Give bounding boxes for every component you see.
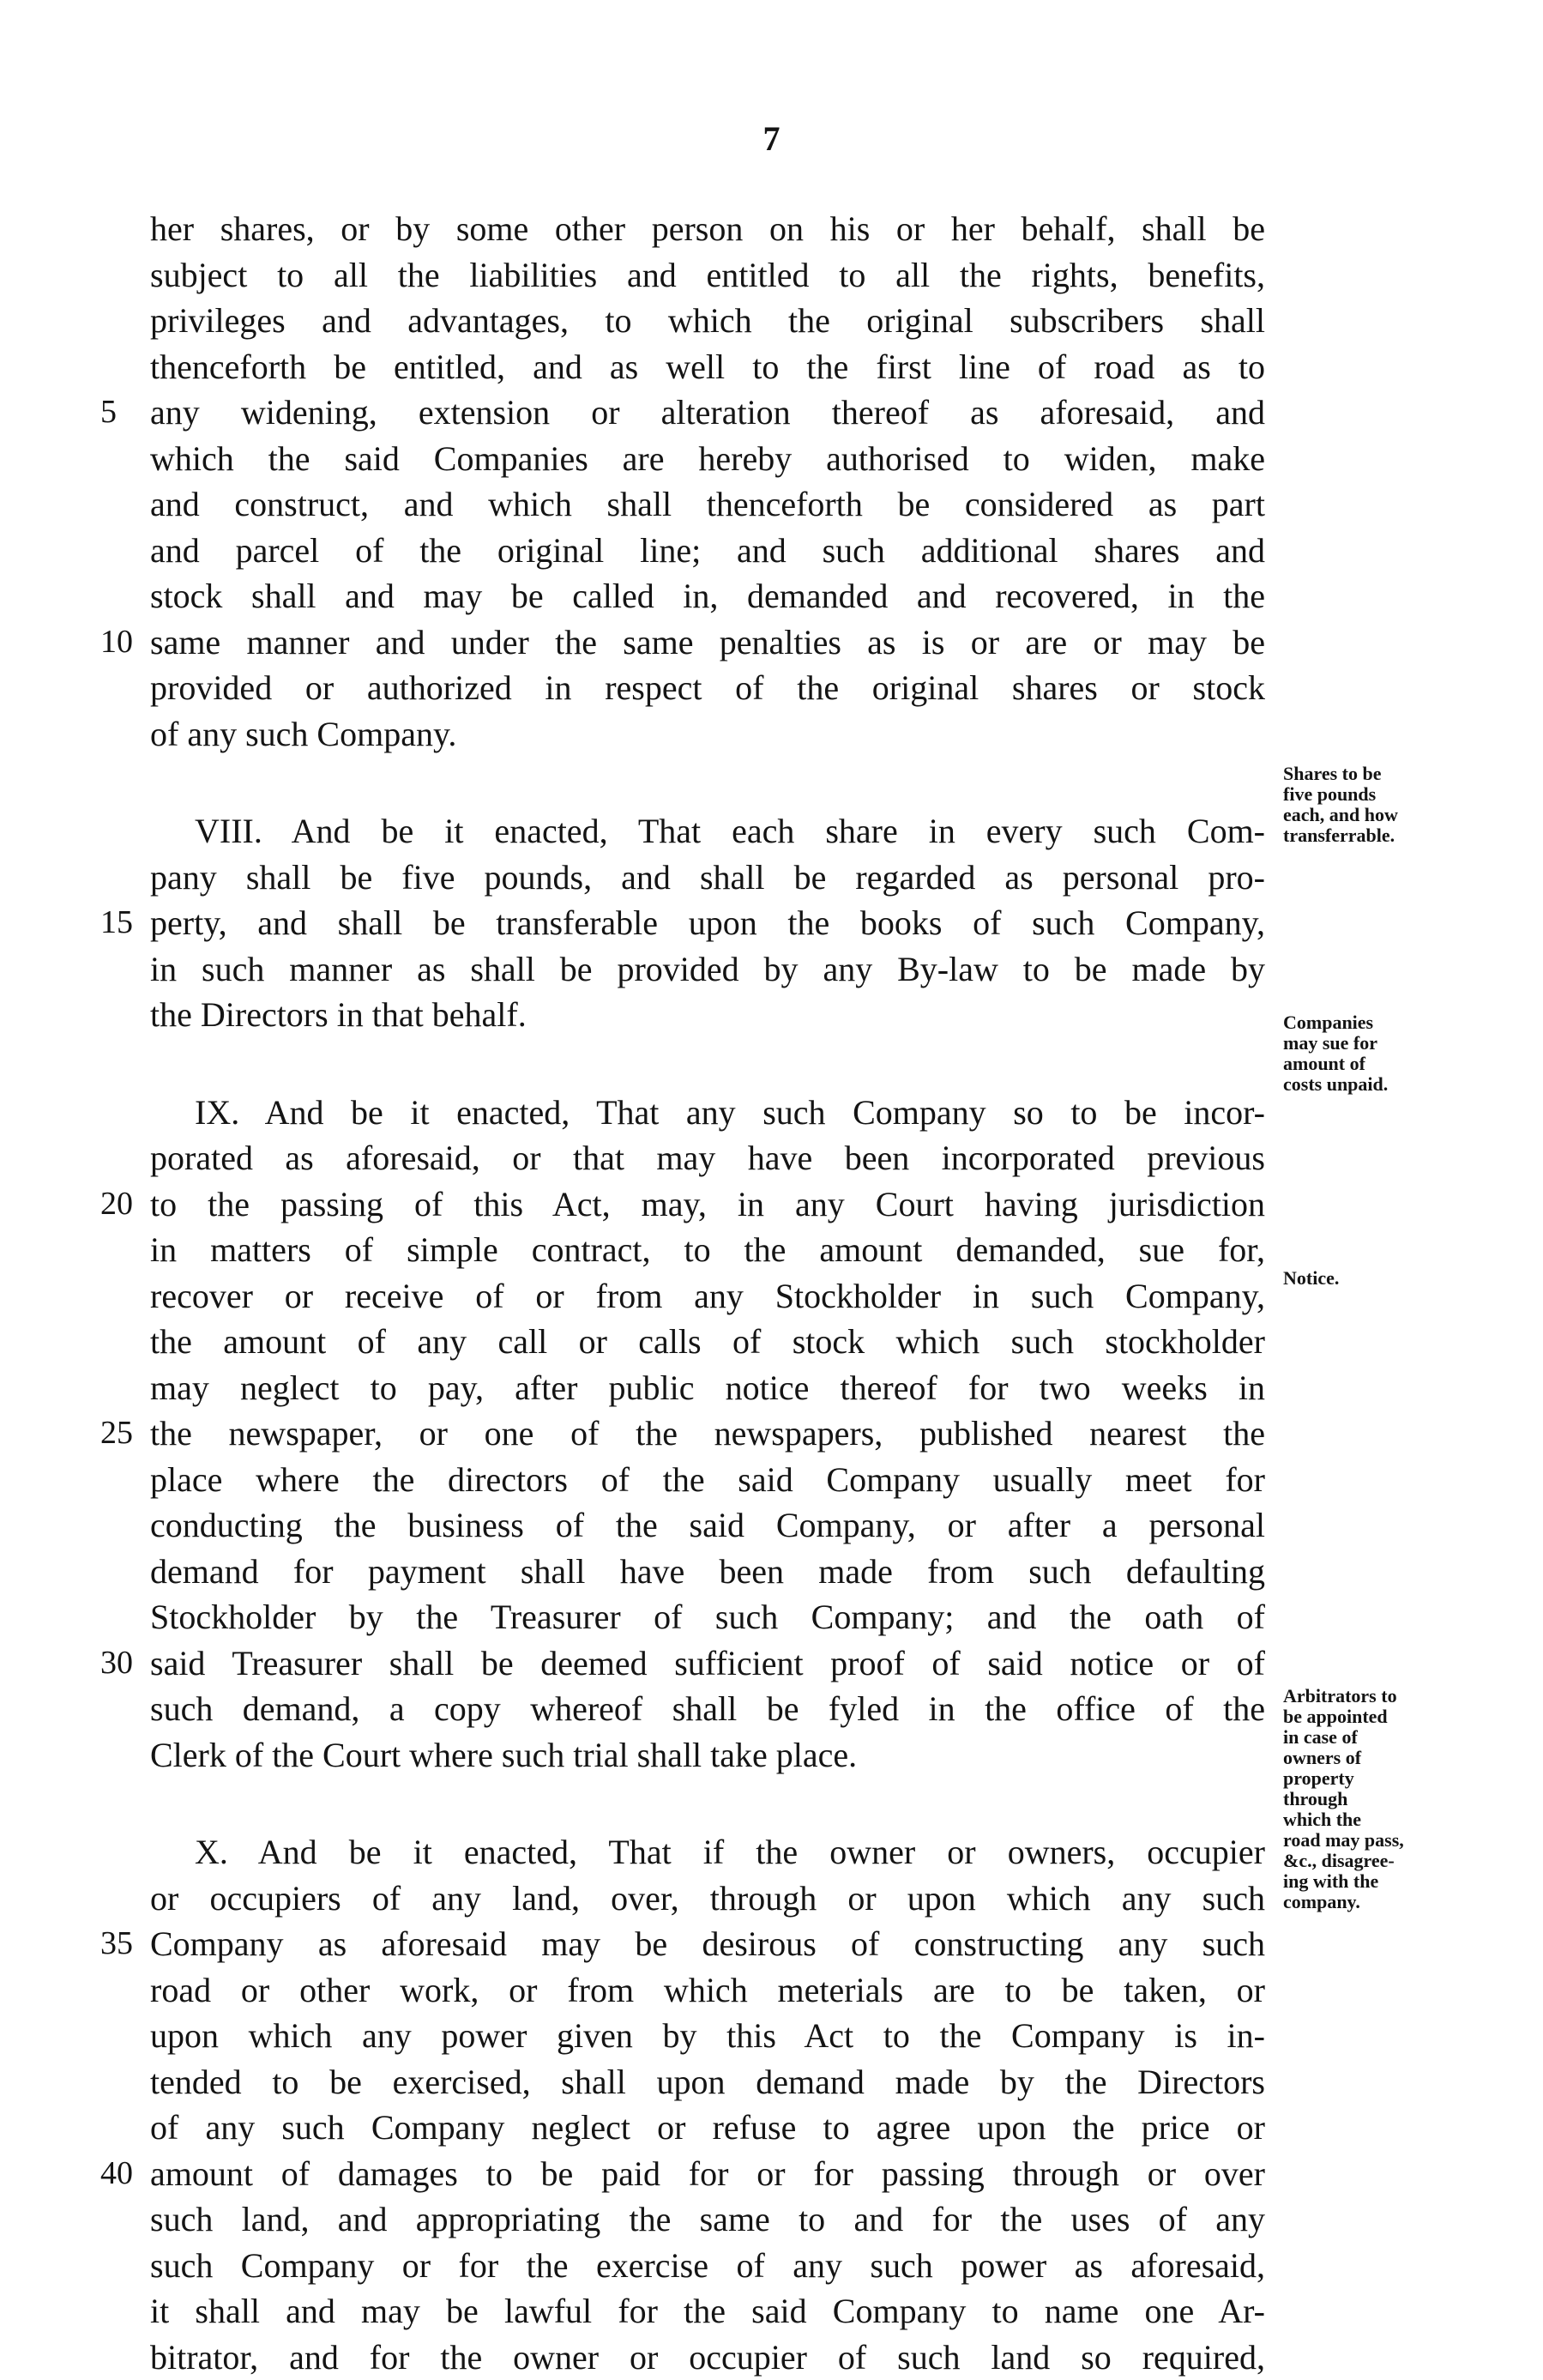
line-text: such Company or for the exercise of any such power as aforesaid, — [150, 2246, 1265, 2285]
line-text: demand for payment shall have been made from such defaulting — [150, 1552, 1265, 1591]
text-line — [150, 2105, 1265, 2151]
text-line — [150, 1732, 1265, 1779]
text-line — [150, 665, 1265, 711]
line-text: in such manner as shall be provided by any By-law to be made by — [150, 950, 1265, 988]
margin-note-line: &c., disagree- — [1283, 1851, 1480, 1871]
text-line — [150, 2288, 1265, 2335]
text-line — [150, 808, 1265, 855]
line-number: 25 — [100, 1410, 142, 1457]
line-text: her shares, or by some other person on his or her behalf, shall be — [150, 209, 1265, 248]
text-line — [150, 573, 1265, 619]
line-text: and construct, and which shall thenceforth be considered as part — [150, 485, 1265, 523]
line-text: or occupiers of any land, over, through or upon which any such — [150, 1879, 1265, 1918]
text-line — [150, 206, 1265, 252]
body-text — [150, 206, 1265, 2380]
text-line — [150, 1090, 1265, 1136]
text-line — [150, 528, 1265, 574]
line-text: perty, and shall be transferable upon the books of such Company, — [150, 903, 1265, 942]
line-text: amount of damages to be paid for or for passing through or over — [150, 2154, 1265, 2193]
margin-note-line: in case of — [1283, 1727, 1480, 1748]
line-text: Company as aforesaid may be desirous of constructing any such — [150, 1924, 1265, 1963]
text-line — [150, 1410, 1265, 1457]
line-text: recover or receive of or from any Stockholder in such Company, — [150, 1277, 1265, 1315]
line-text: said Treasurer shall be deemed sufficient proof of said notice or of — [150, 1644, 1265, 1682]
text-line — [150, 1640, 1265, 1687]
line-text: which the said Companies are hereby authorised to widen, make — [150, 439, 1265, 478]
margin-note-line: owners of — [1283, 1748, 1480, 1768]
text-line — [150, 1227, 1265, 1273]
line-text: subject to all the liabilities and entitled to all the rights, benefits, — [150, 256, 1265, 294]
text-line — [150, 1549, 1265, 1595]
line-text: Clerk of the Court where such trial shall take place. — [150, 1736, 857, 1774]
section-number: X. — [195, 1833, 228, 1871]
line-text: provided or authorized in respect of the original shares or stock — [150, 668, 1265, 707]
text-line — [150, 1502, 1265, 1549]
text-line — [150, 390, 1265, 436]
line-text: thenceforth be entitled, and as well to the first line of road as to — [150, 347, 1265, 386]
margin-note-arbitrators — [1283, 1686, 1480, 1912]
line-number: 5 — [100, 390, 142, 436]
margin-note-line: transferrable. — [1283, 825, 1480, 846]
margin-note-line: Shares to be — [1283, 764, 1480, 784]
text-line — [150, 1921, 1265, 1967]
text-line — [150, 2196, 1265, 2243]
text-line — [150, 711, 1265, 758]
text-line — [150, 855, 1265, 901]
text-line — [150, 252, 1265, 299]
margin-note-line: road may pass, — [1283, 1830, 1480, 1851]
line-text: in matters of simple contract, to the amount demanded, sue for, — [150, 1230, 1265, 1269]
line-text: such land, and appropriating the same to and for the uses of any — [150, 2200, 1265, 2238]
text-line — [150, 2013, 1265, 2059]
section-number: VIII. — [195, 812, 262, 850]
line-text: the newspaper, or one of the newspapers, published nearest the — [150, 1414, 1265, 1453]
line-text: of any such Company. — [150, 715, 456, 753]
line-text: privileges and advantages, to which the original subscribers shall — [150, 301, 1265, 340]
text-line — [150, 1365, 1265, 1411]
margin-note-line: costs unpaid. — [1283, 1074, 1480, 1095]
text-line — [150, 1273, 1265, 1320]
text-line — [150, 298, 1265, 344]
line-text: And be it enacted, That any such Company so to be incor- — [265, 1093, 1265, 1132]
line-text: to the passing of this Act, may, in any Court having jurisdiction — [150, 1185, 1265, 1223]
text-line — [150, 992, 1265, 1038]
line-text: and parcel of the original line; and such additional shares and — [150, 531, 1265, 570]
margin-note-line: amount of — [1283, 1054, 1480, 1074]
margin-note-line: property — [1283, 1768, 1480, 1789]
text-line — [150, 1876, 1265, 1922]
section-number: IX. — [195, 1093, 239, 1132]
text-line — [150, 1181, 1265, 1228]
margin-note-companies — [1283, 1012, 1480, 1095]
line-number: 30 — [100, 1640, 142, 1687]
line-text: of any such Company neglect or refuse to agree upon the price or — [150, 2108, 1265, 2147]
line-text: upon which any power given by this Act to the Company is in- — [150, 2016, 1265, 2055]
text-line — [150, 1829, 1265, 1876]
line-text: such demand, a copy whereof shall be fyled in the office of the — [150, 1689, 1265, 1728]
margin-note-line: Notice. — [1283, 1268, 1480, 1289]
text-line — [150, 1135, 1265, 1181]
text-line — [150, 344, 1265, 390]
line-text: same manner and under the same penalties as is or are or may be — [150, 623, 1265, 661]
text-line — [150, 2335, 1265, 2380]
paragraph-section-x — [150, 1829, 1265, 2380]
line-text: tended to be exercised, shall upon demand made by the Directors — [150, 2063, 1265, 2101]
text-line — [150, 1594, 1265, 1640]
margin-note-line: Arbitrators to — [1283, 1686, 1480, 1706]
line-text: conducting the business of the said Company, or after a personal — [150, 1506, 1265, 1544]
text-line — [150, 900, 1265, 946]
line-number: 40 — [100, 2151, 142, 2197]
text-line — [150, 619, 1265, 666]
margin-note-line: through — [1283, 1789, 1480, 1809]
paragraph — [150, 206, 1265, 757]
margin-note-line: be appointed — [1283, 1706, 1480, 1727]
text-line — [150, 1967, 1265, 2014]
line-text: pany shall be five pounds, and shall be regarded as personal pro- — [150, 858, 1265, 897]
line-text: may neglect to pay, after public notice thereof for two weeks in — [150, 1368, 1265, 1407]
line-text: porated as aforesaid, or that may have been incorporated previous — [150, 1139, 1265, 1177]
line-text: bitrator, and for the owner or occupier of such land so required, — [150, 2338, 1265, 2377]
line-number: 10 — [100, 619, 142, 666]
text-line — [150, 481, 1265, 528]
line-text: And be it enacted, That each share in every such Com- — [292, 812, 1265, 850]
line-text: stock shall and may be called in, demanded and recovered, in the — [150, 577, 1265, 615]
paragraph-section-viii — [150, 808, 1265, 1038]
line-text: it shall and may be lawful for the said Company to name one Ar- — [150, 2292, 1265, 2330]
line-text: Stockholder by the Treasurer of such Company; and the oath of — [150, 1598, 1265, 1636]
text-line — [150, 436, 1265, 482]
margin-note-line: company. — [1283, 1892, 1480, 1912]
text-line — [150, 1457, 1265, 1503]
text-line — [150, 2059, 1265, 2105]
margin-note-line: may sue for — [1283, 1033, 1480, 1054]
margin-note-shares — [1283, 764, 1480, 846]
margin-note-line: each, and how — [1283, 805, 1480, 825]
text-line — [150, 2151, 1265, 2197]
line-text: the Directors in that behalf. — [150, 995, 527, 1034]
text-line — [150, 2243, 1265, 2289]
line-number: 15 — [100, 900, 142, 946]
line-text: road or other work, or from which meterials are to be taken, or — [150, 1971, 1265, 2009]
page-number: 7 — [0, 118, 1543, 159]
margin-note-line: Companies — [1283, 1012, 1480, 1033]
margin-note-line: five pounds — [1283, 784, 1480, 805]
margin-note-line: which the — [1283, 1809, 1480, 1830]
line-text: the amount of any call or calls of stock which such stockholder — [150, 1322, 1265, 1361]
line-number: 35 — [100, 1921, 142, 1967]
text-line — [150, 946, 1265, 993]
paragraph-section-ix — [150, 1090, 1265, 1779]
line-number: 20 — [100, 1181, 142, 1228]
text-line — [150, 1686, 1265, 1732]
line-text: place where the directors of the said Company usually meet for — [150, 1460, 1265, 1499]
margin-note-notice — [1283, 1268, 1480, 1289]
line-text: any widening, extension or alteration thereof as aforesaid, and — [150, 393, 1265, 432]
margin-note-line: ing with the — [1283, 1871, 1480, 1892]
line-text: And be it enacted, That if the owner or owners, occupier — [258, 1833, 1265, 1871]
text-line — [150, 1319, 1265, 1365]
